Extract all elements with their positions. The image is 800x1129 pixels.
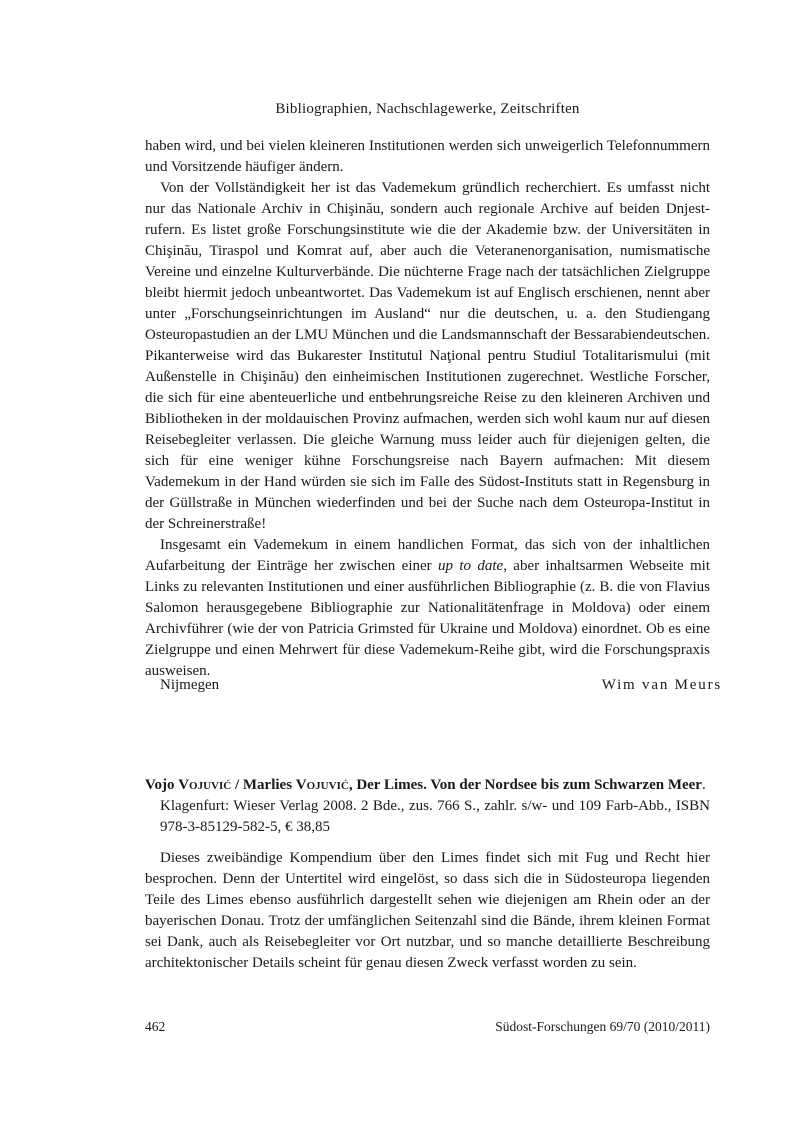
title-period: . <box>701 777 706 793</box>
reviewer-place: Nijmegen <box>160 677 220 693</box>
paragraph: Dieses zweibändige Kompendium über den Limes findet sich mit Fug und Recht hier besprochen. Denn der Untertitel wird eingelöst, so dass sich die in Südosteuropa liegenden Teile des Limes ebenso ausführlich dargestellt sehen wie diejenigen am Rhein oder an der bayerischen Donau. Trotz der umfänglichen Seitenzahl sind die Bände, ihrem kleinen Format sei Dank, auch als Reisebegleiter vor Ort nutzbar, und so manche detaillierte Beschreibung architektonischer Details scheint für genau diesen Zweck verfasst worden zu sein. <box>145 850 710 971</box>
running-head: Bibliographien, Nachschlagewerke, Zeitschriften <box>275 101 580 117</box>
page-number: 462 <box>145 1019 166 1034</box>
author-last-name: Vojuvić <box>178 777 232 793</box>
paragraph-text: , aber inhaltsarmen Webseite mit Links zu relevanten Institutionen und einer ausführlichen Bibliographie (z. B. die von Flavius Salomon herausgegebene Bibliographie zur Nationalitätenfrage in Moldova) oder einem Archivführer (wie der von Patricia Grimsted für Ukraine und Moldova) einordnet. Ob es eine Zielgruppe und einen Mehrwert für diese Vademekum-Reihe gibt, wird die Forschungspraxis ausweisen. <box>145 558 710 679</box>
author-last-name: Vojuvić <box>295 777 349 793</box>
reviewer-name: Wim van Meurs <box>601 677 722 693</box>
body-text <box>145 136 710 682</box>
author-first-name: Vojo <box>145 777 175 793</box>
paragraph: Von der Vollständigkeit her ist das Vademekum gründlich recherchiert. Es umfasst nicht nur das Nationale Archiv in Chişinău, sondern auch regionale Archive auf beiden Dnjestrufern. Es listet große Forschungsinstitute wie die der Akademie bzw. der Universitäten in Chişinău, Tiraspol und Komrat auf, aber auch die Veteranenorganisation, numismatische Vereine und einzelne Kulturverbände. Die nüchterne Frage nach der tatsächlichen Zielgruppe bleibt hiermit jedoch unbeantwortet. Das Vademekum ist auf Englisch erschienen, nennt aber unter „Forschungseinrichtungen im Ausland“ nur die deutschen, u. a. den Studiengang Osteuropastudien an der LMU München und die Landsmannschaft der Bessarabiendeutschen. Pikanterweise wird das Bukarester Institutul Naţional pentru Studiul Totalitarismului (mit Außenstelle in Chişinău) den einheimischen Institutionen zugerechnet. Westliche Forscher, die sich für eine abenteuerliche und entbehrungsreiche Reise zu den kleineren Archiven und Bibliotheken in der moldauischen Provinz aufmachen, werden sich wohl kaum nur auf diesen Reisebegleiter verlassen. Die gleiche Warnung muss leider auch für diejenigen gelten, die sich für eine weniger kühne Forschungsreise nach Bayern aufmachen: Mit diesem Vademekum in der Hand würden sie sich im Falle des Südost-Instituts statt in Regensburg in der Güllstraße in München wiederfinden und bei der Suche nach dem Osteuropa-Institut in der Schreinerstraße! <box>145 180 710 532</box>
book-title: , Der Limes. Von der Nordsee bis zum Schwarzen Meer <box>348 777 702 793</box>
emphasis-text: up to date <box>438 558 504 574</box>
journal-citation: Südost-Forschungen 69/70 (2010/2011) <box>495 1019 710 1034</box>
publication-details: Klagenfurt: Wieser Verlag 2008. 2 Bde., zus. 766 S., zahlr. s/w- und 109 Farb-Abb., ISBN 978-3-85129-582-5, € 38,85 <box>160 798 710 835</box>
author-separator: / <box>231 777 243 793</box>
paragraph-continuation: haben wird, und bei vielen kleineren Institutionen werden sich unweigerlich Telefonnummern und Vorsitzende häufiger ändern. <box>145 138 710 175</box>
author-first-name: Marlies <box>242 777 293 793</box>
review-title <box>145 775 710 796</box>
paragraph-text: Insgesamt ein Vademekum in einem handlichen Format, das sich von der inhaltlichen Aufarbeitung der Einträge her zwischen einer <box>145 537 710 574</box>
review-body <box>145 848 710 974</box>
review-entry-heading <box>145 775 710 838</box>
paragraph-summary <box>145 535 710 682</box>
